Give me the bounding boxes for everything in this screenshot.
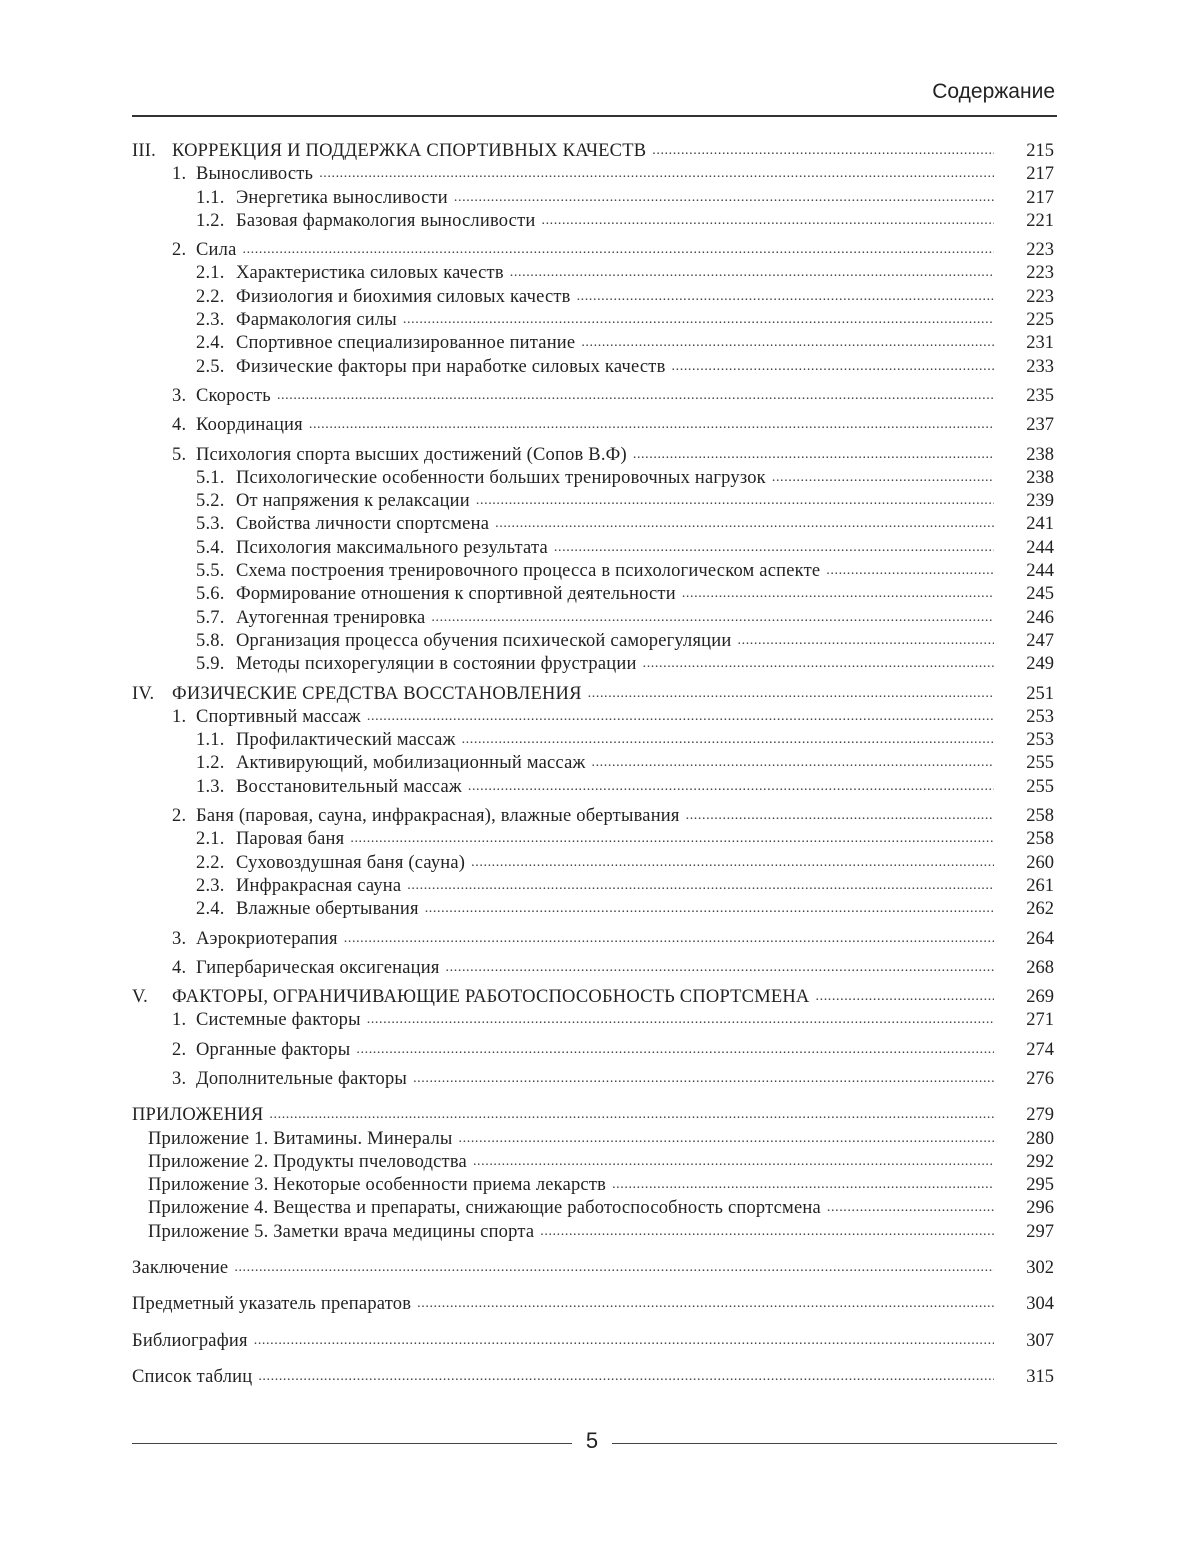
toc-entry-number: 1.3. (196, 776, 225, 797)
toc-entry-number: 5.5. (196, 561, 225, 582)
toc-entry-label (132, 467, 772, 490)
toc-entry-number: 5.7. (196, 607, 225, 628)
toc-entry-title: Психология максимального результата (236, 537, 548, 558)
toc-entry-page: 258 (1026, 806, 1054, 827)
toc-entry-page: 238 (1026, 444, 1054, 465)
toc-entry-label (132, 490, 476, 513)
page-number: 5 (585, 1428, 599, 1453)
toc-entry[interactable] (132, 986, 1054, 1009)
toc-entry[interactable] (132, 898, 1054, 921)
toc-entry[interactable] (132, 286, 1054, 309)
toc-entry-title: Скорость (196, 385, 271, 406)
toc-entry-page: 258 (1026, 829, 1054, 850)
toc-entry-label (132, 1151, 473, 1174)
dot-leader (591, 751, 994, 774)
dot-leader (686, 804, 994, 827)
toc-entry-page: 302 (1026, 1258, 1054, 1279)
toc-entry-label (132, 630, 738, 653)
toc-entry-number: 4. (172, 415, 187, 436)
toc-entry-number: IV. (132, 683, 155, 704)
toc-entry[interactable] (132, 1128, 1054, 1151)
toc-entry-title: Список таблиц (132, 1366, 253, 1387)
toc-entry-title: Приложение 2. Продукты пчеловодства (148, 1151, 467, 1172)
toc-entry-page: 215 (1026, 141, 1054, 161)
toc-entry-label (132, 1293, 417, 1316)
toc-entry-page: 271 (1026, 1010, 1054, 1031)
toc-entry[interactable] (132, 852, 1054, 875)
toc-entry[interactable] (132, 1330, 1054, 1353)
toc-entry-title: Аутогенная тренировка (236, 607, 426, 628)
toc-entry-label (132, 729, 462, 752)
toc-entry-label (132, 262, 510, 285)
toc-entry-label (132, 986, 816, 1009)
toc-entry-page: 269 (1026, 987, 1054, 1008)
toc-entry-page: 247 (1026, 630, 1054, 651)
toc-entry-title: Приложение 3. Некоторые особенности приема лекарств (148, 1175, 607, 1196)
dot-leader (827, 1196, 994, 1219)
dot-leader (473, 1150, 994, 1173)
toc-entry-number: 2.5. (196, 356, 225, 377)
toc-entry[interactable] (132, 163, 1054, 186)
toc-entry-page: 274 (1026, 1039, 1054, 1060)
toc-entry-title: Паровая баня (236, 829, 345, 850)
toc-entry-number: 1.2. (196, 753, 225, 774)
dot-leader (652, 139, 994, 162)
toc-entry-number: III. (132, 141, 156, 161)
toc-entry[interactable] (132, 1104, 1054, 1127)
toc-entry-title: Приложение 5. Заметки врача медицины спорта (148, 1221, 535, 1242)
toc-entry[interactable] (132, 1039, 1054, 1062)
toc-entry[interactable] (132, 1174, 1054, 1197)
toc-entry-page: 260 (1026, 852, 1054, 873)
toc-entry[interactable] (132, 356, 1054, 379)
toc-entry-label (132, 706, 367, 729)
dot-leader (459, 1127, 994, 1150)
dot-leader (577, 285, 994, 308)
dot-leader (367, 1008, 994, 1031)
toc-entry[interactable] (132, 1197, 1054, 1220)
toc-entry-label (132, 140, 652, 163)
toc-entry-label (132, 752, 591, 775)
toc-entry-number: 2. (172, 806, 187, 827)
dot-leader (242, 238, 994, 261)
toc-entry[interactable] (132, 1068, 1054, 1091)
toc-entry-page: 315 (1026, 1366, 1054, 1387)
dot-leader (633, 443, 994, 466)
toc-entry-page: 292 (1026, 1151, 1054, 1172)
dot-leader (425, 897, 994, 920)
dot-leader (588, 682, 994, 705)
toc-entry[interactable] (132, 537, 1054, 560)
dot-leader (234, 1256, 994, 1279)
toc-entry-page: 307 (1026, 1330, 1054, 1351)
toc-entry[interactable] (132, 683, 1054, 706)
toc-entry-title: Спортивный массаж (196, 706, 361, 727)
toc-entry[interactable] (132, 928, 1054, 951)
toc-entry-title: Физические факторы при наработке силовых качеств (236, 356, 666, 377)
toc-entry-number: 5.9. (196, 654, 225, 675)
toc-entry-page: 238 (1026, 467, 1054, 488)
toc-entry-label (132, 875, 407, 898)
dot-leader (682, 582, 994, 605)
toc-entry-number: 5.4. (196, 537, 225, 558)
toc-entry-title: Психология спорта высших достижений (Сопов В.Ф) (196, 444, 627, 465)
toc-entry-title: Дополнительные факторы (196, 1068, 408, 1089)
toc-entry-title: ФАКТОРЫ, ОГРАНИЧИВАЮЩИЕ РАБОТОСПОСОБНОСТЬ СПОРТСМЕНА (172, 987, 810, 1008)
toc-entry-label (132, 805, 686, 828)
toc-entry-page: 262 (1026, 899, 1054, 920)
dot-leader (643, 652, 994, 675)
toc-entry-label (132, 385, 277, 408)
toc-entry-label (132, 607, 431, 630)
table-of-contents (132, 140, 1054, 1389)
footer-rule-left (132, 1443, 572, 1444)
toc-entry[interactable] (132, 828, 1054, 851)
toc-entry[interactable] (132, 630, 1054, 653)
toc-entry-title: Приложение 1. Витамины. Минералы (148, 1128, 453, 1149)
header-rule (132, 115, 1057, 117)
toc-entry-number: 2.1. (196, 263, 225, 284)
toc-entry-title: Аэрокриотерапия (196, 928, 338, 949)
toc-entry-label (132, 1104, 269, 1127)
toc-entry-page: 245 (1026, 584, 1054, 605)
toc-entry-title: Фармакология силы (236, 310, 397, 331)
dot-leader (356, 1038, 994, 1061)
toc-entry-page: 253 (1026, 730, 1054, 751)
toc-entry-number: 1.2. (196, 210, 225, 231)
toc-entry-page: 237 (1026, 415, 1054, 436)
dot-leader (738, 629, 995, 652)
toc-entry-page: 223 (1026, 286, 1054, 307)
dot-leader (258, 1365, 994, 1388)
toc-entry[interactable] (132, 560, 1054, 583)
dot-leader (826, 559, 994, 582)
toc-entry-title: От напряжения к релаксации (236, 491, 470, 512)
toc-entry-title: Активирующий, мобилизационный массаж (236, 753, 586, 774)
toc-entry-number: 2.2. (196, 286, 225, 307)
toc-entry-label (132, 653, 643, 676)
toc-entry-label (132, 163, 319, 186)
toc-entry[interactable] (132, 513, 1054, 536)
toc-entry-title: Базовая фармакология выносливости (236, 210, 536, 231)
toc-entry-page: 225 (1026, 310, 1054, 331)
toc-entry-label (132, 1068, 413, 1091)
toc-entry[interactable] (132, 414, 1054, 437)
toc-entry-title: Предметный указатель препаратов (132, 1294, 412, 1315)
toc-entry-number: 5.6. (196, 584, 225, 605)
toc-entry[interactable] (132, 210, 1054, 233)
toc-entry-title: Заключение (132, 1258, 229, 1279)
toc-entry-page: 261 (1026, 875, 1054, 896)
dot-leader (344, 927, 994, 950)
toc-entry-label (132, 332, 581, 355)
toc-entry-number: 1.1. (196, 730, 225, 751)
toc-entry-title: Библиография (132, 1330, 248, 1351)
toc-entry-page: 239 (1026, 491, 1054, 512)
dot-leader (407, 874, 994, 897)
toc-entry-number: 2.2. (196, 852, 225, 873)
dot-leader (277, 384, 994, 407)
toc-entry-number: 5.3. (196, 514, 225, 535)
toc-entry-label (132, 898, 425, 921)
toc-entry-page: 244 (1026, 561, 1054, 582)
toc-entry-page: 297 (1026, 1221, 1054, 1242)
toc-entry-label (132, 286, 577, 309)
toc-entry-page: 233 (1026, 356, 1054, 377)
toc-entry[interactable] (132, 583, 1054, 606)
dot-leader (541, 209, 994, 232)
dot-leader (269, 1103, 994, 1126)
toc-entry[interactable] (132, 957, 1054, 980)
dot-leader (581, 331, 994, 354)
toc-entry-number: 2. (172, 240, 187, 261)
toc-entry-label (132, 414, 309, 437)
toc-entry[interactable] (132, 239, 1054, 262)
toc-entry-label (132, 828, 350, 851)
toc-entry-page: 231 (1026, 333, 1054, 354)
running-header-title: Содержание (932, 80, 1055, 103)
toc-entry-label (132, 210, 541, 233)
toc-entry-label (132, 583, 682, 606)
toc-entry-page: 223 (1026, 263, 1054, 284)
toc-entry-page: 255 (1026, 776, 1054, 797)
toc-entry-number: 1. (172, 164, 187, 185)
toc-entry-label (132, 1009, 367, 1032)
toc-entry-number: 2.3. (196, 875, 225, 896)
toc-entry-title: КОРРЕКЦИЯ И ПОДДЕРЖКА СПОРТИВНЫХ КАЧЕСТВ (172, 141, 647, 161)
dot-leader (403, 308, 994, 331)
toc-entry-label (132, 1366, 258, 1389)
dot-leader (772, 466, 994, 489)
toc-entry[interactable] (132, 607, 1054, 630)
toc-entry-page: 217 (1026, 187, 1054, 208)
toc-entry-label (132, 1257, 234, 1280)
toc-entry-number: 2.4. (196, 899, 225, 920)
toc-entry-page: 217 (1026, 164, 1054, 185)
dot-leader (540, 1220, 994, 1243)
toc-entry-number: 2.3. (196, 310, 225, 331)
toc-entry-title: Суховоздушная баня (сауна) (236, 852, 466, 873)
dot-leader (446, 956, 994, 979)
toc-entry[interactable] (132, 1009, 1054, 1032)
toc-entry-title: Инфракрасная сауна (236, 875, 402, 896)
dot-leader (554, 536, 994, 559)
toc-entry-page: 296 (1026, 1198, 1054, 1219)
toc-entry-page: 235 (1026, 385, 1054, 406)
toc-entry-title: Свойства личности спортсмена (236, 514, 490, 535)
toc-entry-page: 241 (1026, 514, 1054, 535)
toc-entry-label (132, 683, 588, 706)
toc-entry-page: 255 (1026, 753, 1054, 774)
toc-entry-title: Организация процесса обучения психической саморегуляции (236, 630, 732, 651)
toc-entry[interactable] (132, 1151, 1054, 1174)
toc-entry[interactable] (132, 309, 1054, 332)
dot-leader (672, 355, 994, 378)
toc-entry[interactable] (132, 385, 1054, 408)
dot-leader (471, 851, 994, 874)
toc-entry-page: 268 (1026, 957, 1054, 978)
toc-entry[interactable] (132, 653, 1054, 676)
toc-entry-label (132, 513, 495, 536)
toc-entry-title: Энергетика выносливости (236, 187, 448, 208)
toc-entry-label (132, 776, 468, 799)
dot-leader (319, 162, 994, 185)
toc-entry-page: 251 (1026, 683, 1054, 704)
dot-leader (417, 1292, 994, 1315)
toc-entry-label (132, 1330, 254, 1353)
dot-leader (309, 413, 994, 436)
toc-entry-page: 295 (1026, 1175, 1054, 1196)
toc-entry[interactable] (132, 875, 1054, 898)
toc-entry-label (132, 187, 454, 210)
dot-leader (495, 512, 994, 535)
toc-entry[interactable] (132, 1366, 1054, 1389)
dot-leader (476, 489, 994, 512)
toc-entry-number: 2.1. (196, 829, 225, 850)
toc-entry-title: Схема построения тренировочного процесса в психологическом аспекте (236, 561, 821, 582)
toc-entry-number: 4. (172, 957, 187, 978)
toc-entry-page: 304 (1026, 1294, 1054, 1315)
toc-entry-page: 279 (1026, 1105, 1054, 1126)
dot-leader (350, 827, 994, 850)
toc-entry-number: V. (132, 987, 149, 1008)
toc-entry-number: 3. (172, 1068, 187, 1089)
toc-entry-title: Восстановительный массаж (236, 776, 462, 797)
toc-entry-page: 244 (1026, 537, 1054, 558)
toc-entry-label (132, 356, 672, 379)
toc-entry-label (132, 1039, 356, 1062)
dot-leader (612, 1173, 994, 1196)
toc-entry-title: ПРИЛОЖЕНИЯ (132, 1105, 264, 1126)
toc-entry-label (132, 852, 471, 875)
toc-entry-page: 246 (1026, 607, 1054, 628)
toc-entry[interactable] (132, 805, 1054, 828)
toc-entry[interactable] (132, 1257, 1054, 1280)
toc-entry-title: Гипербарическая оксигенация (196, 957, 440, 978)
toc-entry-label (132, 1197, 827, 1220)
dot-leader (431, 606, 994, 629)
toc-entry-page: 264 (1026, 928, 1054, 949)
toc-entry-number: 2. (172, 1039, 187, 1060)
toc-entry-label (132, 957, 446, 980)
toc-entry-label (132, 444, 633, 467)
toc-entry-label (132, 1221, 540, 1244)
toc-entry[interactable] (132, 490, 1054, 513)
dot-leader (254, 1329, 994, 1352)
toc-entry-label (132, 239, 242, 262)
toc-entry-number: 2.4. (196, 333, 225, 354)
toc-entry[interactable] (132, 706, 1054, 729)
toc-entry[interactable] (132, 729, 1054, 752)
toc-entry-label (132, 309, 403, 332)
dot-leader (367, 705, 994, 728)
toc-entry[interactable] (132, 444, 1054, 467)
toc-entry-page: 223 (1026, 240, 1054, 261)
toc-entry[interactable] (132, 187, 1054, 210)
toc-entry-label (132, 537, 554, 560)
toc-entry-title: Профилактический массаж (236, 730, 456, 751)
toc-entry[interactable] (132, 752, 1054, 775)
toc-entry[interactable] (132, 140, 1054, 163)
toc-entry-number: 3. (172, 385, 187, 406)
dot-leader (816, 985, 995, 1008)
toc-entry-number: 1. (172, 706, 187, 727)
toc-entry-number: 1.1. (196, 187, 225, 208)
toc-entry-title: Методы психорегуляции в состоянии фрустрации (236, 654, 637, 675)
toc-entry-title: ФИЗИЧЕСКИЕ СРЕДСТВА ВОССТАНОВЛЕНИЯ (172, 683, 582, 704)
toc-entry[interactable] (132, 1221, 1054, 1244)
toc-entry-number: 1. (172, 1010, 187, 1031)
dot-leader (413, 1067, 994, 1090)
toc-entry-number: 5.1. (196, 467, 225, 488)
toc-entry-title: Психологические особенности больших тренировочных нагрузок (236, 467, 766, 488)
toc-entry-title: Влажные обертывания (236, 899, 419, 920)
toc-entry-page: 276 (1026, 1068, 1054, 1089)
toc-entry-page: 249 (1026, 654, 1054, 675)
toc-entry-number: 5.2. (196, 491, 225, 512)
toc-entry-label (132, 928, 344, 951)
toc-entry-page: 280 (1026, 1128, 1054, 1149)
toc-entry-title: Физиология и биохимия силовых качеств (236, 286, 571, 307)
toc-entry-page: 221 (1026, 210, 1054, 231)
toc-entry[interactable] (132, 776, 1054, 799)
toc-entry-title: Характеристика силовых качеств (236, 263, 504, 284)
toc-entry-title: Сила (196, 240, 237, 261)
toc-entry-title: Органные факторы (196, 1039, 351, 1060)
dot-leader (468, 775, 994, 798)
toc-entry-title: Формирование отношения к спортивной деятельности (236, 584, 676, 605)
toc-entry-label (132, 560, 826, 583)
toc-entry-title: Приложение 4. Вещества и препараты, снижающие работоспособность спортсмена (148, 1198, 821, 1219)
toc-entry-label (132, 1128, 459, 1151)
toc-entry-title: Выносливость (196, 164, 314, 185)
dot-leader (510, 261, 994, 284)
toc-entry-title: Координация (196, 415, 303, 436)
toc-entry-label (132, 1174, 612, 1197)
toc-entry-page: 253 (1026, 706, 1054, 727)
toc-entry-number: 5.8. (196, 630, 225, 651)
toc-entry[interactable] (132, 1293, 1054, 1316)
toc-entry-title: Спортивное специализированное питание (236, 333, 576, 354)
toc-entry-title: Баня (паровая, сауна, инфракрасная), влажные обертывания (196, 806, 680, 827)
toc-entry[interactable] (132, 332, 1054, 355)
dot-leader (454, 186, 994, 209)
toc-entry-title: Системные факторы (196, 1010, 361, 1031)
footer-rule-right (612, 1443, 1057, 1444)
toc-entry-number: 3. (172, 928, 187, 949)
toc-entry-number: 5. (172, 444, 187, 465)
toc-entry[interactable] (132, 467, 1054, 490)
dot-leader (462, 728, 994, 751)
toc-entry[interactable] (132, 262, 1054, 285)
